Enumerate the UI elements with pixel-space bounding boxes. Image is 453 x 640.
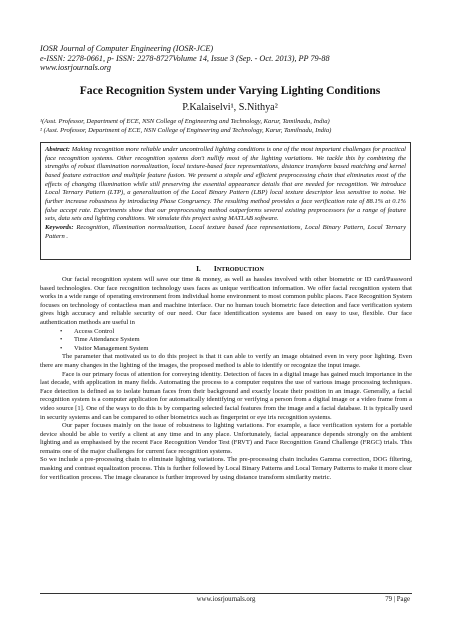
page-footer bbox=[40, 593, 412, 608]
abstract-box bbox=[40, 142, 411, 260]
journal-issn-line: e-ISSN: 2278-0661, p- ISSN: 2278-8727Volume 14, Issue 3 (Sep. - Oct. 2013), PP 79-88 bbox=[40, 53, 330, 63]
keywords-label: Keywords: bbox=[45, 223, 74, 231]
introduction-body bbox=[40, 276, 412, 482]
keywords-text: Recognition, Illumination normalization, Local texture based face representations, Local Binary Pattern, Local Ternary Pattern . bbox=[45, 223, 406, 240]
section-heading bbox=[40, 264, 420, 273]
list-item: • Visitor Management System bbox=[74, 345, 412, 354]
paragraph-2: The parameter that motivated us to do this project is that it can able to verify an image obtained even in very poor lighting. Even there are many changes in the lighting of the images, the proposed method is able to identify or recognize the input image. bbox=[40, 353, 412, 369]
paragraph-1: Our facial recognition system will save our time & money, as well as hassles involved with other biometric or ID card/Password based technologies. Our face recognition technology uses faces as unique verification information. We offer facial recognition system that works in a wide range of operating environment from individual home environment to most common public places. Face Recognition System focuses on technology of contactless man and machine interface. Our no human touch biometric face detection and face verification system gives high accuracy and reliable security of our need. Our face identification systems are based on easy to use, flexible. Our face authentication methods are useful in bbox=[40, 276, 412, 326]
paper-authors: P.Kalaiselvi¹, S.Nithya² bbox=[182, 102, 278, 113]
section-number: I. bbox=[196, 264, 201, 273]
abstract-text: Making recognition more reliable under uncontrolled lighting conditions is one of the most important challenges for practical face recognition systems. Other recognition systems don't nullify most of the lighting variations. We tackle this by combining the strengths of robust illumination normalization, local texture-based face representations, distance transform based matching and kernel based feature extraction and multiple feature fusion. We present a simple and efficient preprocessing chain that eliminates most of the effects of changing illumination while still preserving the essential appearance details that are needed for recognition. We introduce Local Ternary Pattern (LTP), a generalization of the Local Binary Pattern (LBP) local texture descriptor less sensitive to noise. We further increase robustness by introducing Phase Congruency. The resulting method provides a face verification rate of 88.1% at 0.1% false accept rate. Experiments show that our preprocessing method outperforms several existing preprocessors for a range of feature sets, data sets and lighting conditions. We simulate this project using MATLAB software. bbox=[45, 146, 406, 223]
paragraph-3: Face is our primary focus of attention for conveying identity. Detection of faces in a digital image has gained much importance in the last decade, with application in many fields. Automating the process to a computer requires the use of various image processing techniques. Face detection is defined as to isolate human faces from their background and exactly locate their position in an image. Generally, a facial recognition system is a computer application for automatically identifying or verifying a person from a digital image or a video frame from a video source [1]. One of the ways to do this is by comparing selected facial features from the image and a facial database. It is typically used in security systems and can be compared to other biometrics such as fingerprint or eye iris recognition systems. bbox=[40, 370, 412, 421]
journal-name: IOSR Journal of Computer Engineering (IOSR-JCE) bbox=[40, 44, 214, 53]
page-number: 79 | Page bbox=[385, 596, 410, 603]
affiliation-2: ² (Asst. Professor, Department of ECE, NSN College of Engineering and Technology, Karur, Tamilnadu, India) bbox=[40, 127, 332, 134]
footer-url: www.iosrjournals.org bbox=[196, 596, 256, 603]
keywords-paragraph bbox=[45, 224, 406, 241]
abstract-label: Abstract: bbox=[45, 146, 70, 153]
affiliation-1: ¹(Asst. Professor, Department of ECE, NSN College of Engineering and Technology, Karur, Tamilnadu, India) bbox=[40, 118, 330, 125]
paper-title: Face Recognition System under Varying Lighting Conditions bbox=[79, 84, 381, 97]
applications-list bbox=[40, 328, 412, 354]
section-title-rest: NTRODUCTION bbox=[216, 266, 264, 273]
journal-header bbox=[40, 44, 420, 73]
section-title-initial: I bbox=[213, 264, 217, 273]
affiliations bbox=[40, 117, 420, 135]
abstract-paragraph bbox=[45, 146, 406, 224]
journal-website: www.iosrjournals.org bbox=[40, 63, 111, 73]
list-item: • Time Attendance System bbox=[74, 336, 412, 345]
paragraph-5: So we include a pre-processing chain to eliminate lighting variations. The pre-processing chain includes Gamma correction, DOG filtering, masking and contrast equalization process. This is further followed by Local Binary Patterns and Local Ternary Patterns to make it more clear for verification process. The image clearance is further improved by using distance transform similarity metric. bbox=[40, 456, 412, 481]
paragraph-4: Our paper focuses mainly on the issue of robustness to lighting variations. For example, a face verification system for a portable device should be able to verify a client at any time and in any place. Unfortunately, facial appearance depends strongly on the ambient lighting and as emphasised by the recent Face Recognition Vendor Test (FRVT) and Face Recognition Grand Challenge (FRGC) trials. This remains one of the major challenges for current face recognition systems. bbox=[40, 422, 412, 455]
list-item: • Access Control bbox=[74, 328, 412, 337]
